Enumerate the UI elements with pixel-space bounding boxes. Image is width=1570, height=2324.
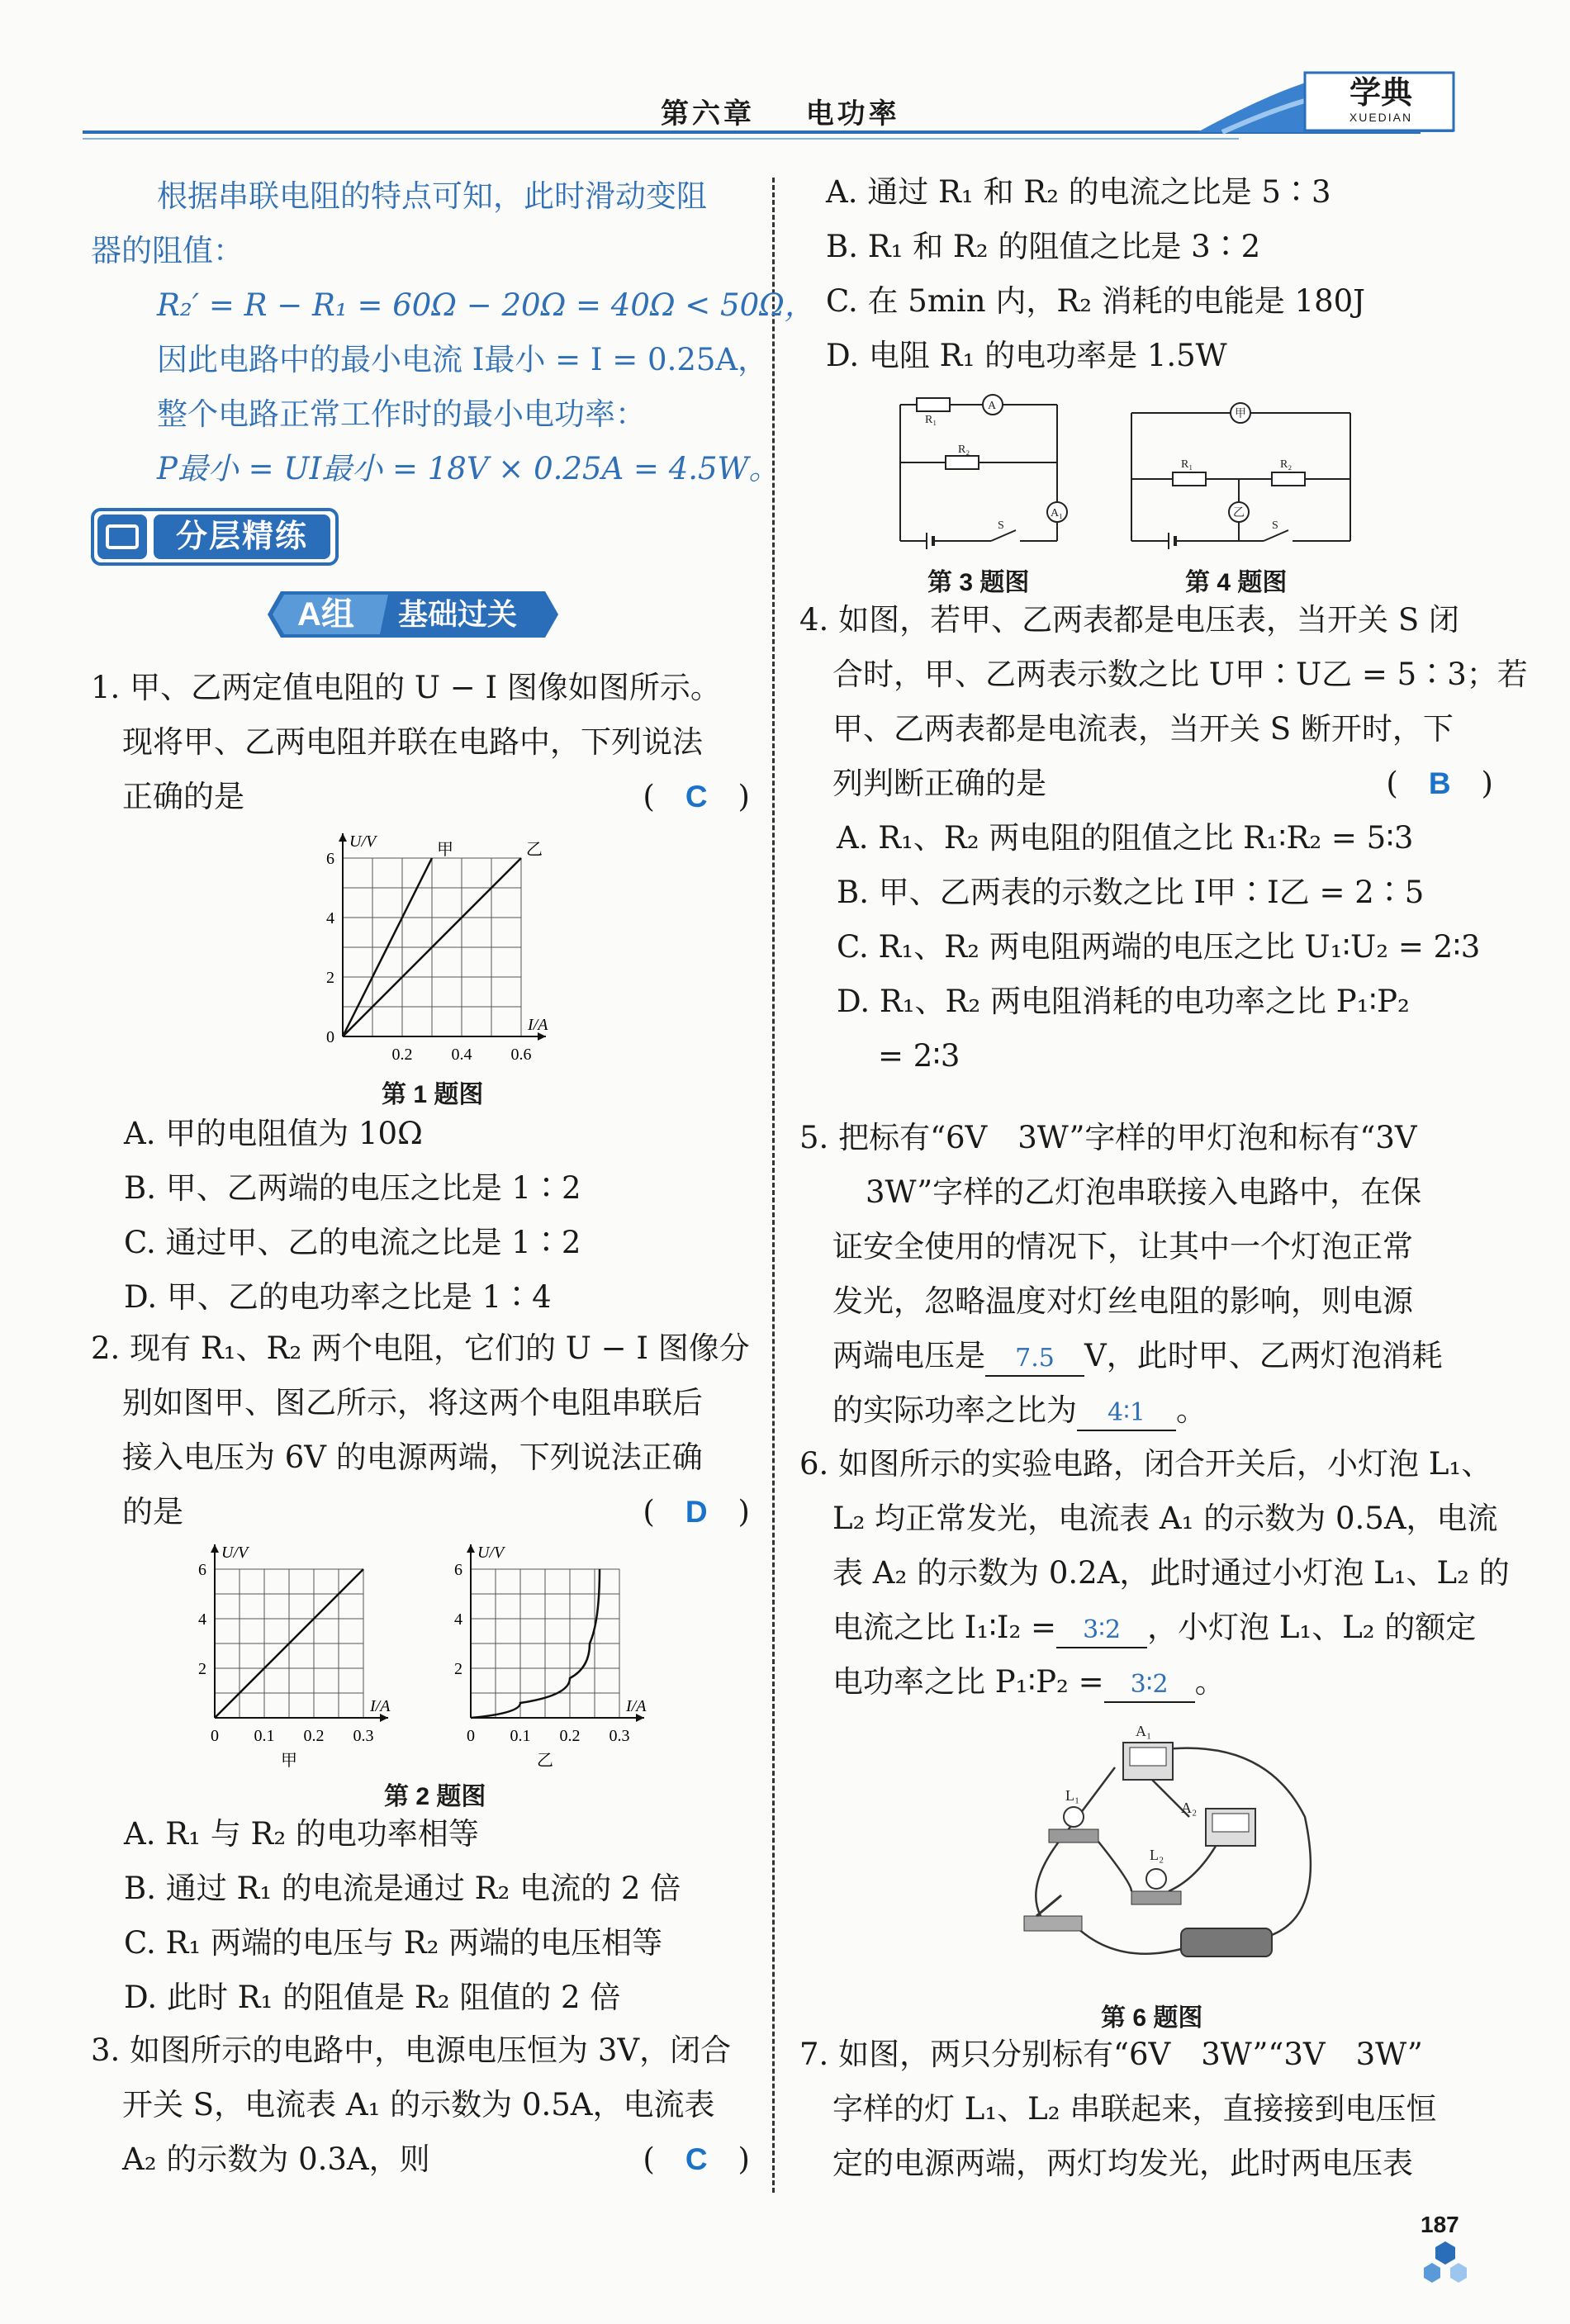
- x-axis-label: I/A: [528, 1016, 548, 1034]
- answer-q2: D: [685, 1495, 708, 1529]
- answer-blank: 4∶1: [1077, 1397, 1176, 1431]
- question-text: 两端电压是 7.5 V，此时甲、乙两灯泡消耗: [799, 1329, 1443, 1383]
- question-text: 合时，甲、乙两表示数之比 U甲∶U乙 = 5∶3；若: [832, 657, 1528, 692]
- question-text: 别如图甲、图乙所示，将这两个电阻串联后: [122, 1385, 703, 1420]
- solution-line: 因此电路中的最小电流 I最小 = I = 0.25A，: [157, 342, 769, 377]
- question-text: 7. 如图，两只分别标有“6V 3W”“3V 3W”: [799, 2037, 1423, 2072]
- question-2: [91, 1321, 750, 1539]
- answer-blank: 3∶2: [1056, 1614, 1147, 1648]
- y-axis-arrow: [467, 1544, 475, 1553]
- question-text: L₂ 均正常发光，电流表 A₁ 的示数为 0.5A，电流: [832, 1501, 1498, 1536]
- y-axis-label: U/V: [349, 832, 377, 851]
- option: A. R₁ 与 R₂ 的电功率相等: [124, 1816, 479, 1852]
- label-yi: 乙: [1233, 507, 1245, 519]
- option: A. 通过 R₁ 和 R₂ 的电流之比是 5∶3: [826, 174, 1331, 210]
- question-text: 6. 如图所示的实验电路，闭合开关后，小灯泡 L₁、: [799, 1446, 1492, 1482]
- question-text: 2. 现有 R₁、R₂ 两个电阻，它们的 U − I 图像分: [91, 1330, 750, 1366]
- y-axis-label: U/V: [477, 1544, 505, 1562]
- question-text: 接入电压为 6V 的电源两端，下列说法正确: [122, 1439, 703, 1475]
- y-tick-label: 2: [326, 969, 334, 987]
- question-4: [799, 593, 1528, 1084]
- q2-options: [124, 1807, 681, 2025]
- answer-blank: 7.5: [985, 1342, 1084, 1377]
- option: C. 通过甲、乙的电流之比是 1∶2: [124, 1225, 581, 1260]
- solution-line: 器的阻值：: [91, 233, 244, 268]
- answer-q3: C: [685, 2142, 708, 2176]
- chart-q2-jia: [190, 1536, 438, 1784]
- solution-line: R₂′ = R − R₁ = 60Ω − 20Ω = 40Ω < 50Ω，: [157, 287, 815, 323]
- label-r1: R₁: [1181, 458, 1193, 471]
- question-text: 发光，忽略温度对灯丝电阻的影响，则电源: [832, 1283, 1413, 1319]
- y-tick-label: 4: [454, 1610, 462, 1629]
- chapter-label: 第六章: [661, 97, 755, 130]
- option: A. 甲的电阻值为 10Ω: [124, 1116, 423, 1151]
- y-tick-label: 6: [198, 1561, 206, 1579]
- x-tick-label: 0.2: [559, 1727, 581, 1745]
- experiment-circuit-illustration: [991, 1718, 1338, 1990]
- question-6: [799, 1437, 1510, 1710]
- label-r2: R₂: [958, 443, 970, 456]
- x-tick-label: 0.1: [254, 1727, 275, 1745]
- question-text: 列判断正确的是 ( B ): [832, 766, 1493, 801]
- question-text: 开关 S，电流表 A₁ 的示数为 0.5A，电流表: [122, 2087, 715, 2122]
- y-axis-arrow: [339, 833, 347, 842]
- y-tick-label: 6: [454, 1561, 462, 1579]
- option: C. 在 5min 内，R₂ 消耗的电能是 180J: [826, 283, 1365, 319]
- x-tick-label: 0.2: [391, 1046, 413, 1064]
- question-1: [91, 661, 750, 824]
- header: [0, 0, 1570, 165]
- x-tick-label: 0.2: [303, 1727, 325, 1745]
- answer-q1: C: [685, 780, 708, 813]
- page-number: 187: [1421, 2212, 1459, 2237]
- x-axis-label: I/A: [626, 1697, 647, 1715]
- option: B. 通过 R₁ 的电流是通过 R₂ 电流的 2 倍: [124, 1871, 681, 1906]
- y-tick-label: 4: [198, 1610, 206, 1629]
- circuit-diagram-q3: [892, 388, 1107, 553]
- x-tick-label: 0.1: [510, 1727, 531, 1745]
- option: D. R₁、R₂ 两电阻消耗的电功率之比 P₁∶P₂: [837, 984, 1410, 1019]
- solution-line: 根据串联电阻的特点可知，此时滑动变阻: [157, 178, 707, 214]
- question-text: 电功率之比 P₁∶P₂ = 3∶2 。: [799, 1655, 1510, 1710]
- chapter-title: 电功率: [805, 97, 900, 130]
- chart-q2-yi: [446, 1536, 694, 1784]
- section-badge: 分层精练: [91, 508, 339, 566]
- option: = 2∶3: [878, 1038, 960, 1074]
- y-axis-arrow: [211, 1544, 219, 1553]
- question-text: 表 A₂ 的示数为 0.2A，此时通过小灯泡 L₁、L₂ 的: [832, 1555, 1510, 1591]
- circuit-diagram-q4: [1123, 388, 1363, 553]
- question-text: 1. 甲、乙两定值电阻的 U − I 图像如图所示。: [91, 670, 721, 705]
- question-7: [799, 2028, 1436, 2191]
- y-tick-label: 6: [326, 850, 334, 868]
- question-text: 3. 如图所示的电路中，电源电压恒为 3V，闭合: [91, 2032, 732, 2068]
- y-tick-label: 4: [326, 909, 334, 927]
- figure-caption: 第 6 题图: [1101, 2004, 1203, 2032]
- option: C. R₁、R₂ 两电阻两端的电压之比 U₁∶U₂ = 2∶3: [837, 929, 1481, 965]
- x-tick-label: 0.3: [609, 1727, 630, 1745]
- question-text: 的是 ( D ): [122, 1494, 750, 1530]
- x-tick-label: 0.6: [510, 1046, 532, 1064]
- option: C. R₁ 两端的电压与 R₂ 两端的电压相等: [124, 1925, 663, 1961]
- y-tick-label: 0: [326, 1028, 334, 1046]
- series-label: 乙: [526, 839, 543, 859]
- y-tick-label: 2: [198, 1660, 206, 1678]
- brand-logo: 学典 XUEDIAN: [1349, 74, 1413, 124]
- label-a2: A₂: [1181, 1800, 1198, 1816]
- chart-sublabel: 乙: [537, 1750, 553, 1770]
- y-tick-label: 2: [454, 1660, 462, 1678]
- option: B. 甲、乙两表的示数之比 I甲∶I乙 = 2∶5: [837, 875, 1425, 910]
- q1-options: [124, 1107, 581, 1325]
- q3-options: [826, 165, 1365, 383]
- series-label: 甲: [437, 839, 453, 859]
- chart-sublabel: 甲: [281, 1750, 297, 1770]
- option: A. R₁、R₂ 两电阻的阻值之比 R₁∶R₂ = 5∶3: [837, 820, 1414, 856]
- question-text: 的实际功率之比为 4∶1 。: [799, 1383, 1443, 1438]
- figure-caption: 第 4 题图: [1185, 569, 1288, 596]
- option: D. 此时 R₁ 的阻值是 R₂ 阻值的 2 倍: [124, 1980, 621, 2015]
- label-s: S: [998, 519, 1004, 532]
- question-text: 证安全使用的情况下，让其中一个灯泡正常: [832, 1229, 1413, 1264]
- printer-icon: [97, 515, 147, 559]
- question-3: [91, 2023, 750, 2187]
- question-text: 3W”字样的乙灯泡串联接入电路中，在保: [866, 1174, 1422, 1210]
- group-badge: A组 基础过关: [264, 588, 562, 641]
- question-text: 字样的灯 L₁、L₂ 串联起来，直接接到电压恒: [832, 2091, 1437, 2127]
- label-r1: R₁: [925, 414, 937, 426]
- question-text: 甲、乙两表都是电流表，当开关 S 断开时，下: [832, 711, 1454, 747]
- question-text: 正确的是 ( C ): [122, 779, 750, 814]
- chart-q1: [306, 830, 603, 1078]
- answer-blank: 3∶2: [1104, 1668, 1195, 1703]
- x-axis-label: I/A: [370, 1697, 391, 1715]
- label-a1: A₁: [1051, 507, 1063, 519]
- figure-caption: 第 3 题图: [927, 569, 1030, 596]
- solution-line: P最小 = UI最小 = 18V × 0.25A = 4.5W。: [157, 451, 780, 486]
- question-text: 定的电源两端，两灯均发光，此时两电压表: [832, 2146, 1413, 2181]
- solution-line: 整个电路正常工作时的最小电功率：: [157, 396, 646, 432]
- figure-caption: 第 1 题图: [382, 1081, 484, 1108]
- hexagon-decoration-icon: [1421, 2238, 1470, 2288]
- label-a1: A₁: [1136, 1723, 1152, 1739]
- label-s: S: [1272, 519, 1278, 532]
- question-text: 4. 如图，若甲、乙两表都是电压表，当开关 S 闭: [799, 602, 1459, 638]
- question-text: A₂ 的示数为 0.3A，则 ( C ): [122, 2141, 750, 2177]
- label-r2: R₂: [1280, 458, 1293, 471]
- option: B. 甲、乙两端的电压之比是 1∶2: [124, 1170, 581, 1206]
- option: B. R₁ 和 R₂ 的阻值之比是 3∶2: [826, 229, 1261, 264]
- y-axis-label: U/V: [221, 1544, 249, 1562]
- label-a2: A: [988, 400, 997, 412]
- figure-caption: 第 2 题图: [384, 1783, 486, 1810]
- x-tick-label: 0.3: [353, 1727, 374, 1745]
- question-text: 现将甲、乙两电阻并联在电路中，下列说法: [122, 724, 703, 760]
- answer-q4: B: [1428, 766, 1451, 800]
- label-jia: 甲: [1235, 408, 1246, 420]
- question-text: 5. 把标有“6V 3W”字样的甲灯泡和标有“3V: [799, 1120, 1417, 1155]
- option: D. 电阻 R₁ 的电功率是 1.5W: [826, 338, 1227, 373]
- label-l2: L₂: [1150, 1847, 1164, 1863]
- x-tick-label: 0.4: [451, 1046, 472, 1064]
- solution-block: [91, 169, 815, 496]
- question-5: [799, 1111, 1443, 1438]
- label-l1: L₁: [1065, 1787, 1080, 1804]
- option: D. 甲、乙的电功率之比是 1∶4: [124, 1279, 552, 1315]
- x-tick-label: 0: [211, 1727, 219, 1745]
- question-text: 电流之比 I₁∶I₂ = 3∶2 ，小灯泡 L₁、L₂ 的额定: [799, 1601, 1510, 1655]
- x-tick-label: 0: [467, 1727, 475, 1745]
